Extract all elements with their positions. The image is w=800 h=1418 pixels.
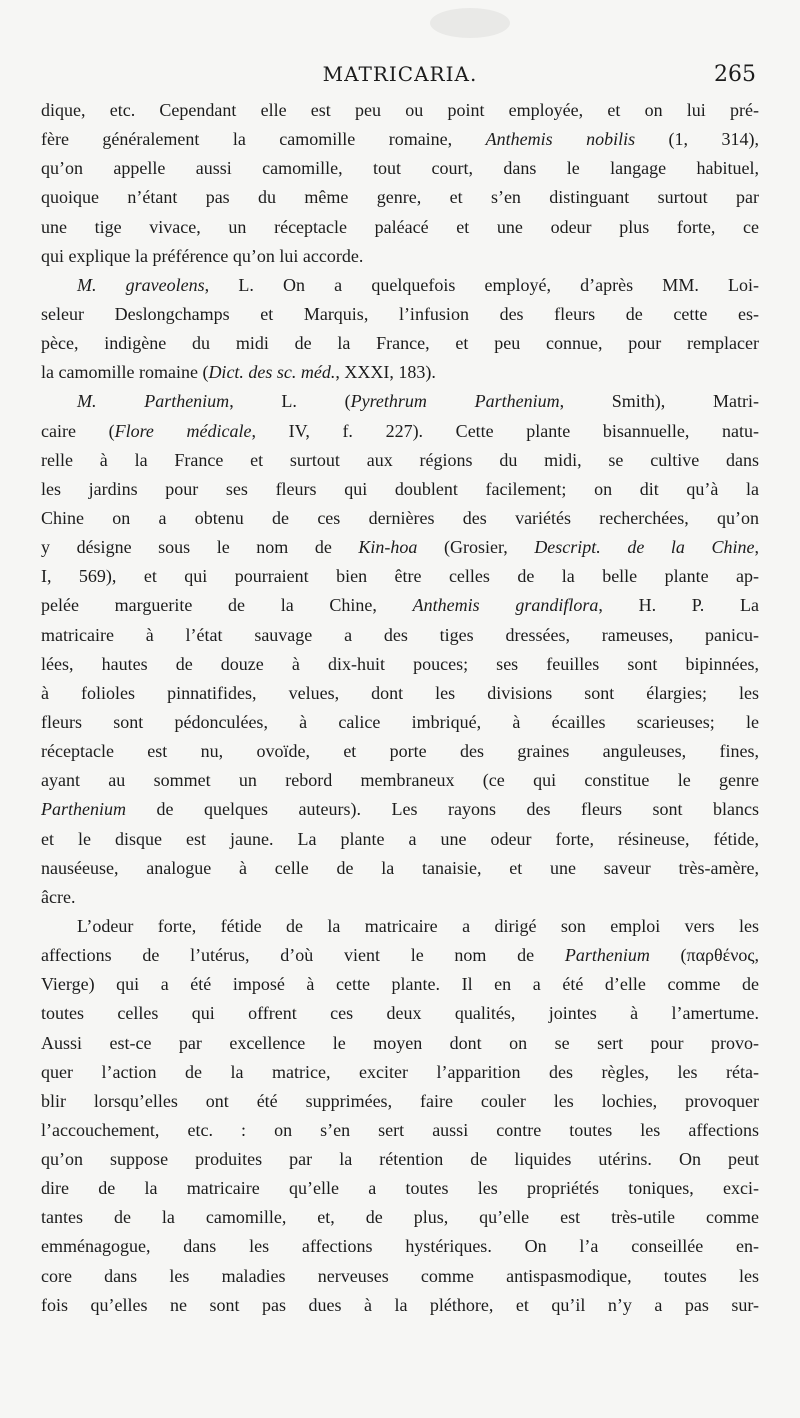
line-text: , Smith), Matri- bbox=[559, 391, 759, 412]
text-line bbox=[41, 591, 759, 620]
text-line bbox=[41, 533, 759, 562]
line-text: et le disque est jaune. La plante a une odeur forte, résineuse, fétide, bbox=[41, 828, 759, 849]
text-line bbox=[41, 417, 759, 446]
italic-text: Anthemis nobilis bbox=[485, 129, 636, 150]
line-text: (1, 314), bbox=[635, 129, 759, 150]
line-text: , L. On a quelquefois employé, d’après MM. Loi- bbox=[204, 274, 759, 295]
line-text: la camomille romaine ( bbox=[41, 362, 209, 383]
running-title: MATRICARIA. bbox=[322, 62, 478, 86]
text-line bbox=[41, 1029, 759, 1058]
line-text: (παρθένος, bbox=[649, 945, 759, 966]
line-text: emménagogue, dans les affections hystériques. On l’a conseillée en- bbox=[41, 1236, 759, 1257]
text-line bbox=[41, 1232, 759, 1261]
line-text: toutes celles qui offrent ces deux qualités, jointes à l’amertume. bbox=[41, 1003, 759, 1024]
line-text: core dans les maladies nerveuses comme antispasmodique, toutes les bbox=[41, 1265, 759, 1286]
text-line bbox=[41, 1174, 759, 1203]
line-text: fère généralement la camomille romaine, bbox=[41, 129, 486, 150]
line-text: nauséeuse, analogue à celle de la tanaisie, et une saveur très-amère, bbox=[41, 857, 759, 878]
line-text: seleur Deslongchamps et Marquis, l’infusion des fleurs de cette es- bbox=[41, 303, 759, 324]
text-line bbox=[41, 329, 759, 358]
text-line bbox=[41, 96, 759, 125]
text-line bbox=[41, 854, 759, 883]
line-text: blir lorsqu’elles ont été supprimées, faire couler les lochies, provoquer bbox=[41, 1090, 759, 1111]
text-line bbox=[41, 154, 759, 183]
paper-stain bbox=[430, 8, 510, 38]
line-text: y désigne sous le nom de bbox=[41, 537, 359, 558]
line-text: , L. ( bbox=[229, 391, 351, 412]
text-line bbox=[41, 1058, 759, 1087]
text-line bbox=[41, 213, 759, 242]
italic-text: Anthemis grandiflora bbox=[412, 595, 599, 616]
line-text: ayant au sommet un rebord membraneux (ce qui constitue le genre bbox=[41, 770, 759, 791]
text-line bbox=[41, 766, 759, 795]
line-text: , XXXI, 183). bbox=[335, 362, 436, 383]
text-line bbox=[41, 941, 759, 970]
text-line bbox=[41, 183, 759, 212]
text-line bbox=[41, 1291, 759, 1320]
page-header bbox=[40, 62, 760, 96]
page-number: 265 bbox=[714, 62, 756, 87]
text-line bbox=[41, 825, 759, 854]
line-text: quer l’action de la matrice, exciter l’apparition des règles, les réta- bbox=[41, 1061, 759, 1082]
text-line bbox=[41, 358, 759, 387]
line-text: fois qu’elles ne sont pas dues à la pléthore, et qu’il n’y a pas sur- bbox=[41, 1294, 759, 1315]
text-line bbox=[41, 300, 759, 329]
text-line bbox=[41, 475, 759, 504]
line-text: les jardins pour ses fleurs qui doublent facilement; on dit qu’à la bbox=[41, 478, 759, 499]
line-text: lées, hautes de douze à dix-huit pouces; ses feuilles sont bipinnées, bbox=[41, 653, 759, 674]
italic-text: Parthenium bbox=[41, 799, 126, 820]
text-line bbox=[41, 737, 759, 766]
text-line bbox=[41, 650, 759, 679]
text-line bbox=[41, 1262, 759, 1291]
line-text: l’accouchement, etc. : on s’en sert aussi contre toutes les affections bbox=[41, 1119, 759, 1140]
line-text: (Grosier, bbox=[417, 537, 535, 558]
italic-text: M. Parthenium bbox=[77, 391, 230, 412]
text-line bbox=[41, 1203, 759, 1232]
line-text: quoique n’étant pas du même genre, et s’en distinguant surtout par bbox=[41, 187, 759, 208]
line-text: de quelques auteurs). Les rayons des fleurs sont blancs bbox=[126, 799, 759, 820]
italic-text: Dict. des sc. méd. bbox=[208, 362, 336, 383]
line-text: Aussi est-ce par excellence le moyen dont on se sert pour provo- bbox=[41, 1032, 759, 1053]
line-text: caire ( bbox=[41, 420, 115, 441]
text-line bbox=[41, 912, 759, 941]
text-line bbox=[41, 1145, 759, 1174]
italic-text: Parthenium bbox=[564, 945, 650, 966]
line-text: dire de la matricaire qu’elle a toutes les propriétés toniques, exci- bbox=[41, 1178, 759, 1199]
text-line bbox=[41, 446, 759, 475]
text-line bbox=[41, 1116, 759, 1145]
text-line bbox=[41, 387, 759, 416]
text-line bbox=[41, 795, 759, 824]
line-text: une tige vivace, un réceptacle paléacé et une odeur plus forte, ce bbox=[41, 216, 759, 237]
text-line bbox=[41, 504, 759, 533]
line-text: pèce, indigène du midi de la France, et peu connue, pour remplacer bbox=[41, 333, 759, 354]
text-line bbox=[41, 708, 759, 737]
line-text: qu’on suppose produites par la rétention de liquides utérins. On peut bbox=[41, 1149, 759, 1170]
italic-text: M. graveolens bbox=[77, 274, 205, 295]
italic-text: Kin-hoa bbox=[358, 537, 418, 558]
text-line bbox=[41, 883, 759, 912]
line-text: affections de l’utérus, d’où vient le nom de bbox=[41, 945, 565, 966]
italic-text: Pyrethrum Parthenium bbox=[350, 391, 560, 412]
line-text: , bbox=[754, 537, 759, 558]
text-line bbox=[41, 970, 759, 999]
text-line bbox=[41, 621, 759, 650]
text-line bbox=[41, 125, 759, 154]
line-text: relle à la France et surtout aux régions du midi, se cultive dans bbox=[41, 449, 759, 470]
line-text: pelée marguerite de la Chine, bbox=[41, 595, 413, 616]
text-line bbox=[41, 1087, 759, 1116]
text-line bbox=[41, 242, 759, 271]
line-text: matricaire à l’état sauvage a des tiges dressées, rameuses, panicu- bbox=[41, 624, 759, 645]
line-text: , H. P. La bbox=[598, 595, 759, 616]
line-text: qui explique la préférence qu’on lui accorde. bbox=[41, 245, 364, 266]
line-text: tantes de la camomille, et, de plus, qu’elle est très-utile comme bbox=[41, 1207, 759, 1228]
line-text: âcre. bbox=[41, 886, 76, 907]
line-text: dique, etc. Cependant elle est peu ou point employée, et on lui pré- bbox=[41, 100, 759, 120]
line-text: Vierge) qui a été imposé à cette plante. Il en a été d’elle comme de bbox=[41, 974, 759, 995]
line-text: L’odeur forte, fétide de la matricaire a dirigé son emploi vers les bbox=[77, 915, 759, 936]
text-line bbox=[41, 999, 759, 1028]
italic-text: Flore médicale bbox=[114, 420, 252, 441]
text-line bbox=[41, 562, 759, 591]
body-text bbox=[41, 96, 759, 1320]
text-line bbox=[41, 271, 759, 300]
line-text: réceptacle est nu, ovoïde, et porte des graines anguleuses, fines, bbox=[41, 741, 759, 762]
italic-text: Descript. de la Chine bbox=[534, 537, 755, 558]
line-text: fleurs sont pédonculées, à calice imbriqué, à écailles scarieuses; le bbox=[41, 711, 759, 732]
line-text: I, 569), et qui pourraient bien être celles de la belle plante ap- bbox=[41, 566, 759, 587]
line-text: qu’on appelle aussi camomille, tout court, dans le langage habituel, bbox=[41, 158, 759, 179]
line-text: Chine on a obtenu de ces dernières des variétés recherchées, qu’on bbox=[41, 507, 759, 528]
text-line bbox=[41, 679, 759, 708]
line-text: à folioles pinnatifides, velues, dont les divisions sont élargies; les bbox=[41, 682, 759, 703]
line-text: , IV, f. 227). Cette plante bisannuelle, natu- bbox=[251, 420, 759, 441]
